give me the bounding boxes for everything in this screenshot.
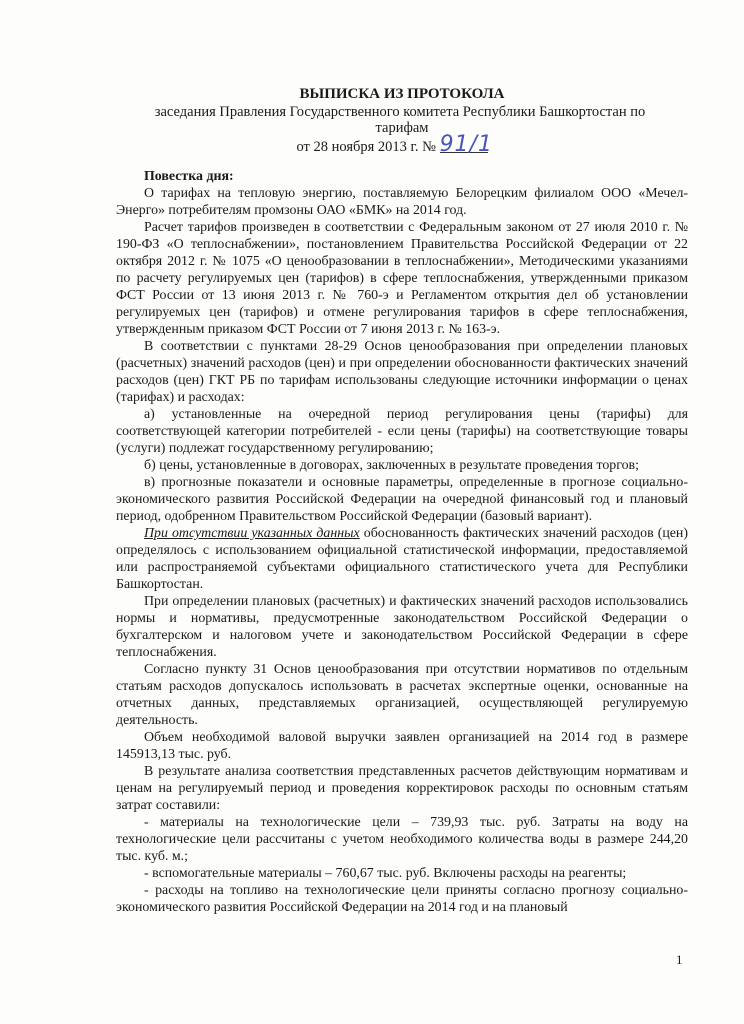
paragraph: б) цены, установленные в договорах, заключенных в результате проведения торгов; bbox=[144, 458, 639, 473]
paragraph: в) прогнозные показатели и основные параметры, определенные в прогнозе социально-экономического развития Российской Федерации на очередной финансовый год и плановый период, одобренном Правительством Российской Федерации (базовый вариант). bbox=[116, 475, 688, 524]
page-number: 1 bbox=[676, 952, 683, 967]
protocol-date-line bbox=[20, 132, 744, 157]
paragraph: Расчет тарифов произведен в соответствии с Федеральным законом от 27 июля 2010 г. № 190-ФЗ «О теплоснабжении», постановлением Правительства Российской Федерации от 22 октября 2012 г. № 1075 «О ценообразовании в теплоснабжении», Методическими указаниями по расчету регулируемых цен (тарифов) в сфере теплоснабжения, утвержденными приказом ФСТ России от 13 июня 2013 г. № 760-э и Регламентом открытия дел об установлении регулируемых цен (тарифов) и отмене регулирования тарифов в сфере теплоснабжения, утвержденным приказом ФСТ России от 7 июня 2013 г. № 163-э. bbox=[116, 220, 688, 337]
handwritten-protocol-number: 91/1 bbox=[439, 132, 493, 157]
document-title: ВЫПИСКА ИЗ ПРОТОКОЛА bbox=[299, 86, 505, 102]
paragraph: - материалы на технологические цели – 739,93 тыс. руб. Затраты на воду на технологические цели рассчитаны с учетом необходимого количества воды в размере 244,20 тыс. куб. м.; bbox=[116, 815, 688, 864]
protocol-date: от 28 ноября 2013 г. № bbox=[296, 139, 436, 155]
agenda-heading: Повестка дня: bbox=[144, 169, 234, 184]
underlined-phrase: При отсутствии указанных данных bbox=[144, 526, 360, 541]
paragraph: В результате анализа соответствия представленных расчетов действующим нормативам и ценам на регулируемый период и проведения корректировок расходы по основным статьям затрат составили: bbox=[116, 764, 688, 813]
document-subtitle: заседания Правления Государственного комитета Республики Башкортостан по bbox=[154, 104, 646, 120]
document-body bbox=[116, 168, 688, 916]
paragraph: При определении плановых (расчетных) и фактических значений расходов использовались нормы и нормативы, предусмотренные законодательством Российской Федерации о бухгалтерском и налоговом учете и законодательством Российской Федерации в сфере теплоснабжения. bbox=[116, 594, 688, 660]
paragraph: - вспомогательные материалы – 760,67 тыс. руб. Включены расходы на реагенты; bbox=[144, 866, 627, 881]
paragraph: а) установленные на очередной период регулирования цены (тарифы) для соответствующей категории потребителей - если цены (тарифы) на соответствующие товары (услуги) подлежат государственному регулированию; bbox=[116, 407, 688, 456]
paragraph: Объем необходимой валовой выручки заявлен организацией на 2014 год в размере 145913,13 тыс. руб. bbox=[116, 730, 688, 762]
paragraph-rest: обоснованность фактических значений расходов (цен) определялось с использованием официальной статистической информации, предоставляемой или распространяемой субъектами официального статистического учета для Республики Башкортостан. bbox=[116, 526, 688, 592]
document-subtitle-line2: тарифам bbox=[375, 120, 429, 136]
paragraph: - расходы на топливо на технологические цели приняты согласно прогнозу социально-экономического развития Российской Федерации на 2014 год и на плановый bbox=[116, 883, 688, 915]
paragraph: В соответствии с пунктами 28-29 Основ ценообразования при определении плановых (расчетных) значений расходов (цен) и при определении обоснованности фактических значений расходов (цен) ГКТ РБ по тарифам использованы следующие источники информации о ценах (тарифах) и расходах: bbox=[116, 339, 688, 405]
paragraph: Согласно пункту 31 Основ ценообразования при отсутствии нормативов по отдельным статьям расходов допускалось использовать в расчетах экспертные оценки, основанные на отчетных данных, представляемых организацией, осуществляющей регулируемую деятельность. bbox=[116, 662, 688, 728]
paragraph: О тарифах на тепловую энергию, поставляемую Белорецким филиалом ООО «Мечел-Энерго» потребителям промзоны ОАО «БМК» на 2014 год. bbox=[116, 186, 688, 218]
paragraph bbox=[116, 525, 688, 593]
